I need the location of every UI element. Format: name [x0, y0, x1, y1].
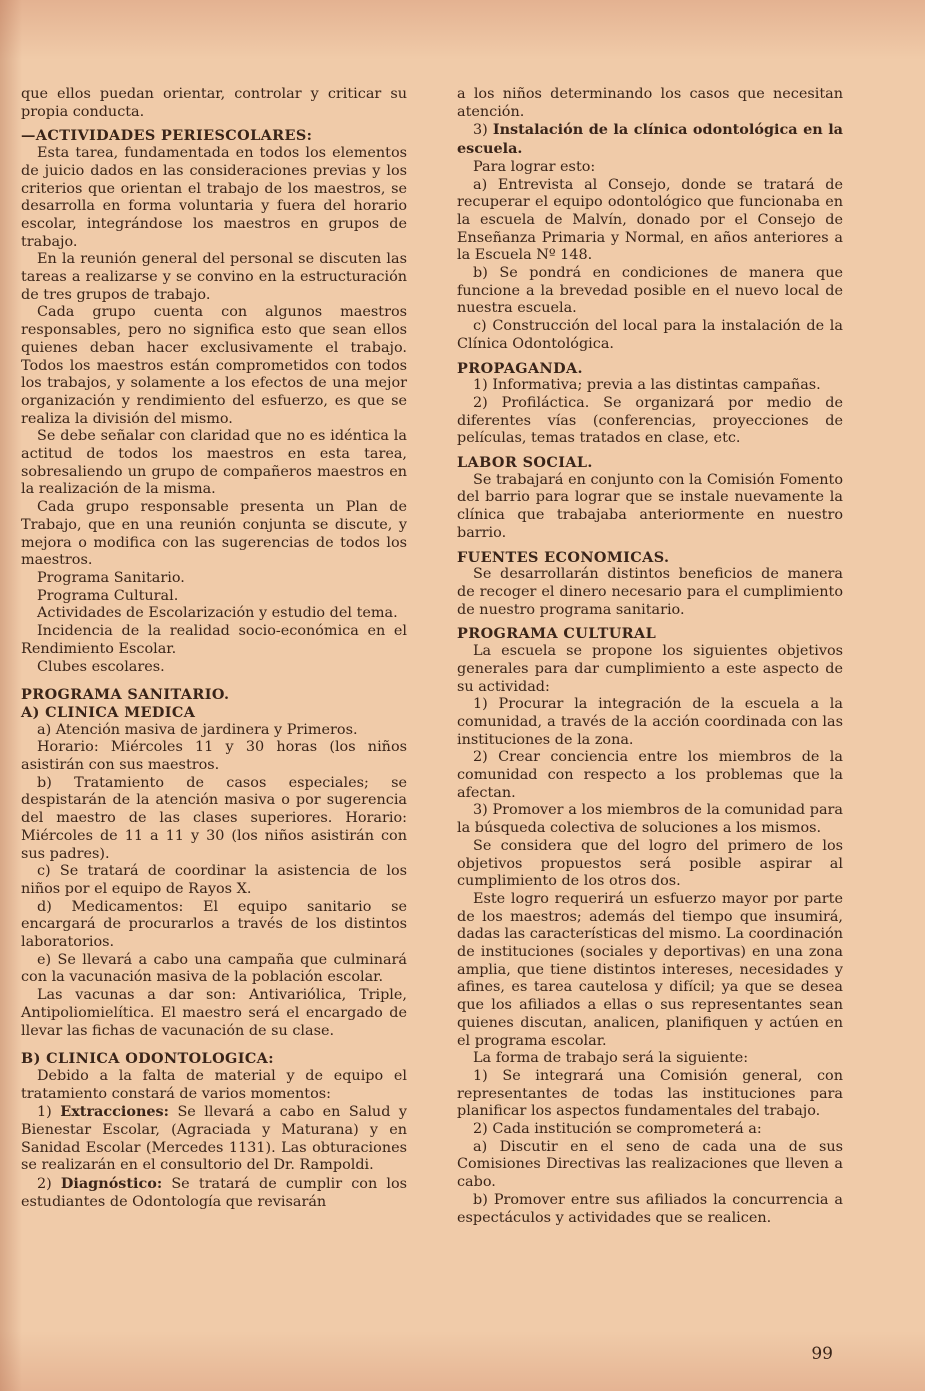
list-item: Actividades de Escolarización y estudio del tema.	[37, 605, 398, 622]
item-label: Extracciones:	[60, 1103, 169, 1121]
list-item	[21, 1103, 407, 1175]
list-item: 2) Profiláctica. Se organizará por medio de diferentes vías (conferencias, proyecciones de películas, temas tratados en clase, etc.	[457, 394, 843, 447]
list-item: Incidencia de la realidad socio-económica en el Rendimiento Escolar.	[21, 623, 407, 657]
section-heading-actividades: —ACTIVIDADES PERIESCOLARES:	[21, 127, 313, 145]
paragraph: Las vacunas a dar son: Antivariólica, Triple, Antipoliomielítica. El maestro será el encargado de llevar las fichas de vacunación de su clase.	[21, 987, 407, 1039]
list-item: a) Atención masiva de jardinera y Primeros.	[37, 721, 358, 738]
paragraph: Para lograr esto:	[473, 158, 596, 175]
list-item: Programa Sanitario.	[37, 569, 185, 586]
list-item: 1) Se integrará una Comisión general, con representantes de todas las instituciones para planificar los aspectos fundamentales del trabajo.	[457, 1067, 843, 1120]
section-heading-labor-social: LABOR SOCIAL.	[457, 454, 593, 472]
right-column	[457, 86, 843, 1227]
subsection-heading-clinica-medica: A) CLINICA MEDICA	[21, 703, 196, 721]
paragraph: Debido a la falta de material y de equipo el tratamiento constará de varios momentos:	[21, 1067, 407, 1102]
paragraph: En la reunión general del personal se discuten las tareas a realizarse y se convino en la estructuración de tres grupos de trabajo.	[21, 251, 407, 303]
paragraph: que ellos puedan orientar, controlar y criticar su propia conducta.	[21, 86, 407, 120]
section-heading-fuentes: FUENTES ECONOMICAS.	[457, 548, 670, 566]
list-item: b) Promover entre sus afiliados la concurrencia a espectáculos y actividades que se realicen.	[457, 1191, 843, 1226]
page-number: 99	[811, 1344, 833, 1364]
paragraph: Se debe señalar con claridad que no es idéntica la actitud de todos los maestros en esta tarea, sobresaliendo un grupo de compañeros maestros en la realización de la misma.	[21, 428, 407, 498]
list-item: c) Construcción del local para la instalación de la Clínica Odontológica.	[457, 318, 843, 352]
list-item: 2) Cada institución se comprometerá a:	[473, 1121, 762, 1138]
section-heading-cultural: PROGRAMA CULTURAL	[457, 625, 657, 643]
list-item: 1) Informativa; previa a las distintas campañas.	[473, 377, 821, 394]
paragraph: Horario: Miércoles 11 y 30 horas (los niños asistirán con sus maestros.	[21, 739, 407, 774]
item-text: Se llevará a cabo en Salud y Bienestar Escolar, (Agraciada y Maturana) y en Sanidad Escolar (Mercedes 1131). Las obturaciones se realizarán en el consultorio del Dr. Rampoldi.	[21, 1104, 408, 1174]
list-item: d) Medicamentos: El equipo sanitario se encargará de procurarlos a través de los distintos laboratorios.	[21, 898, 407, 951]
section-heading-propaganda: PROPAGANDA.	[457, 359, 583, 377]
paragraph: Se desarrollarán distintos beneficios de manera de recoger el dinero necesario para el cumplimiento de nuestro programa sanitario.	[457, 566, 843, 618]
item-number: 1)	[37, 1104, 52, 1121]
list-item: e) Se llevará a cabo una campaña que culminará con la vacunación masiva de la población escolar.	[21, 951, 407, 986]
item-label: Instalación de la clínica odontológica en la escuela.	[457, 121, 843, 158]
paragraph: La escuela se propone los siguientes objetivos generales para dar cumplimiento a este aspecto de su actividad:	[457, 643, 843, 695]
paragraph: La forma de trabajo será la siguiente:	[473, 1050, 749, 1067]
list-item: 2) Crear conciencia entre los miembros de la comunidad con respecto a los problemas que la afectan.	[457, 749, 843, 801]
paragraph: Se trabajará en conjunto con la Comisión Fomento del barrio para lograr que se instale nuevamente la clínica que trabajaba anteriormente en nuestro barrio.	[457, 471, 843, 541]
list-item: 3) Promover a los miembros de la comunidad para la búsqueda colectiva de soluciones a los mismos.	[457, 802, 843, 837]
list-item: c) Se tratará de coordinar la asistencia de los niños por el equipo de Rayos X.	[21, 863, 407, 897]
list-item	[457, 121, 843, 158]
paragraph: Este logro requerirá un esfuerzo mayor por parte de los maestros; además del tiempo que insumirá, dadas las características del mismo. La coordinación de instituciones (sociales y deportivas) en una zona amplia, que tiene distintos intereses, necesidades y afines, es tarea cautelosa y difícil; ya que se desea que los afiliados a ellas o sus representantes sean quienes discutan, analicen, planifiquen y actúen en el programa escolar.	[457, 890, 843, 1049]
list-item: a) Discutir en el seno de cada una de sus Comisiones Directivas las realizaciones que lleven a cabo.	[457, 1138, 843, 1191]
item-label: Diagnóstico:	[60, 1175, 163, 1193]
list-item: Programa Cultural.	[37, 587, 179, 604]
paragraph: Se considera que del logro del primero de los objetivos propuestos será posible aspirar al cumplimiento de los otros dos.	[457, 837, 843, 890]
paragraph: Esta tarea, fundamentada en todos los elementos de juicio dados en las consideraciones previas y los criterios que orientan el trabajo de los maestros, se desarrolla en forma voluntaria y fuera del horario escolar, integrándose los maestros en grupos de trabajo.	[21, 145, 407, 250]
section-heading-sanitario: PROGRAMA SANITARIO.	[21, 686, 230, 704]
list-item: Clubes escolares.	[37, 658, 165, 675]
list-item: b) Se pondrá en condiciones de manera que funcione a la brevedad posible en el nuevo local de nuestra escuela.	[457, 265, 843, 317]
list-item: a) Entrevista al Consejo, donde se tratará de recuperar el equipo odontológico que funcionaba en la escuela de Malvín, donado por el Consejo de Enseñanza Primaria y Normal, en años anteriores a la Escuela Nº 148.	[457, 176, 843, 264]
list-item: 1) Procurar la integración de la escuela a la comunidad, a través de la acción coordinada con las instituciones de la zona.	[457, 696, 843, 748]
subsection-heading-odontologica: B) CLINICA ODONTOLOGICA:	[21, 1050, 274, 1068]
paragraph: a los niños determinando los casos que necesitan atención.	[457, 86, 843, 120]
paragraph: Cada grupo responsable presenta un Plan de Trabajo, que en una reunión conjunta se discute, y mejora o modifica con las sugerencias de todos los maestros.	[21, 499, 407, 569]
list-item: b) Tratamiento de casos especiales; se despistarán de la atención masiva o por sugerencia del maestro de las clases superiores. Horario: Miércoles de 11 a 11 y 30 (los niños asistirán con sus padres).	[21, 774, 407, 862]
item-number: 2)	[37, 1176, 52, 1193]
item-text: Se tratará de cumplir con los estudiantes de Odontología que revisarán	[21, 1176, 408, 1210]
list-item	[21, 1175, 407, 1211]
left-column	[21, 86, 407, 1212]
item-number: 3)	[473, 122, 488, 139]
paragraph: Cada grupo cuenta con algunos maestros responsables, pero no significa esto que sean ellos quienes deban hacer exclusivamente el trabajo. Todos los maestros están comprometidos con todos los trabajos, y solamente a los efectos de una mejor organización y rendimiento del esfuerzo, es que se realiza la división del mismo.	[21, 304, 407, 427]
